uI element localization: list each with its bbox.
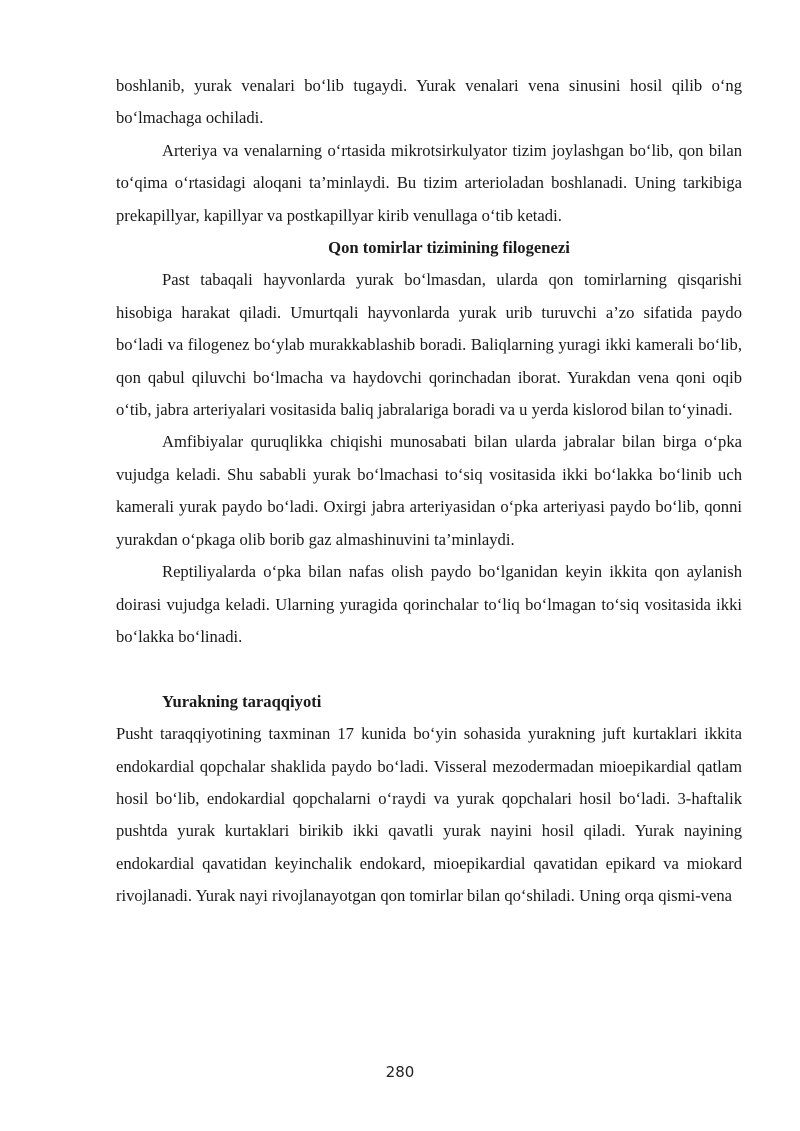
paragraph-3: Past tabaqali hayvonlarda yurak bo‘lmasdan, ularda qon tomirlarning qisqarishi hisobiga harakat qiladi. Umurtqali hayvonlarda yurak urib turuvchi a’zo sifatida paydo bo‘ladi va filogenez bo‘ylab murakkablashib boradi. Baliqlarning yuragi ikki kamerali bo‘lib, qon qabul qiluvchi bo‘lmacha va haydovchi qorinchadan iborat. Yurakdan vena qoni oqib o‘tib, jabra arteriyalari vositasida baliq jabralariga boradi va u yerda kislorod bilan to‘yinadi. <box>116 270 742 420</box>
paragraph-2: Arteriya va venalarning o‘rtasida mikrotsirkulyator tizim joylashgan bo‘lib, qon bilan to‘qima o‘rtasidagi aloqani ta’minlaydi. Bu tizim arterioladan boshlanadi. Uning tarkibiga prekapillyar, kapillyar va postkapillyar kirib venullaga o‘tib ketadi. <box>116 140 742 225</box>
section-heading-development: Yurakning taraqqiyoti <box>162 691 322 711</box>
paragraph-4: Amfibiyalar quruqlikka chiqishi munosabati bilan ularda jabralar bilan birga o‘pka vujudga keladi. Shu sababli yurak bo‘lmachasi to‘siq vositasida ikki bo‘lakka bo‘linib uch kamerali yurak paydo bo‘ladi. Oxirgi jabra arteriyasidan o‘pka arteriyasi paydo bo‘lib, qonni yurakdan o‘pkaga olib borib gaz almashinuvini ta’minlaydi. <box>116 432 742 549</box>
document-page <box>116 70 742 913</box>
paragraph-5: Reptiliyalarda o‘pka bilan nafas olish paydo bo‘lganidan keyin ikkita qon aylanish doirasi vujudga keladi. Ularning yuragida qorinchalar to‘liq bo‘lmagan to‘siq vositasida ikki bo‘lakka bo‘linadi. <box>116 562 742 646</box>
paragraph-6: Pusht taraqqiyotining taxminan 17 kunida bo‘yin sohasida yurakning juft kurtaklari ikkita endokardial qopchalar shaklida paydo bo‘ladi. Visseral mezodermadan mioepikardial qatlam hosil bo‘lib, endokardial qopchalarni o‘raydi va yurak qopchalari hosil bo‘ladi. 3-haftalik pushtda yurak kurtaklari birikib ikki qavatli yurak nayini hosil qiladi. Yurak nayining endokardial qavatidan keyinchalik endokard, mioepikardial qavatidan epikard va miokard rivojlanadi. Yurak nayi rivojlanayotgan qon tomirlar bilan qo‘shiladi. Uning orqa qismi-vena <box>116 724 742 906</box>
blank-line <box>116 653 742 685</box>
paragraph-1: boshlanib, yurak venalari bo‘lib tugaydi. Yurak venalari vena sinusini hosil qilib o‘ng bo‘lmachaga ochiladi. <box>116 76 742 128</box>
section-heading-phylogeny: Qon tomirlar tizimining filogenezi <box>328 238 570 258</box>
page-number: 280 <box>385 1063 415 1081</box>
